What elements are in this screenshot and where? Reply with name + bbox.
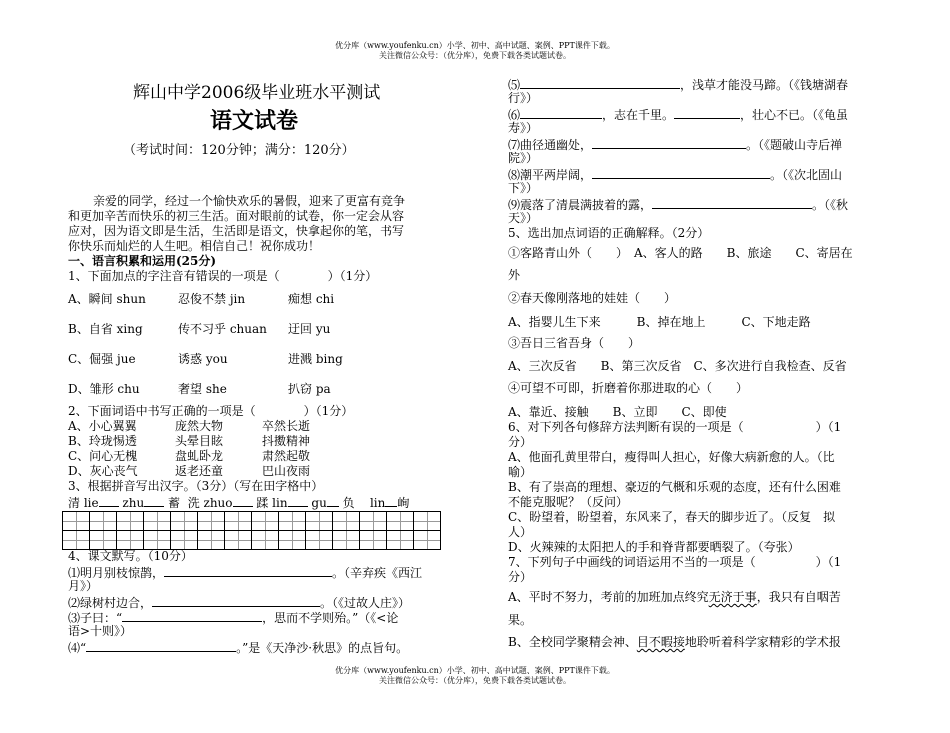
grid-cell[interactable] <box>306 512 333 531</box>
poem-source: 。（辛弃疾《西江 <box>332 566 423 580</box>
q4-item-1 <box>68 564 422 580</box>
poem-source: ，浅草才能没马蹄。（《钱塘湖春 <box>680 78 849 92</box>
grid-cell[interactable] <box>252 531 279 550</box>
q1-option-a-3: 痴想 chi <box>288 292 335 306</box>
q1-option-a-2: 忍俊不禁 jin <box>178 292 246 306</box>
grid-cell[interactable] <box>198 531 225 550</box>
q2-option-c-3: 肃然起敬 <box>262 449 311 463</box>
pinyin-item: 洗 zhuo <box>187 496 233 510</box>
blank[interactable] <box>327 494 339 507</box>
pinyin-item: 峋 <box>397 496 410 510</box>
school-title: 辉山中学2006级毕业班水平测试 <box>133 83 381 103</box>
q6-line: B、有了崇高的理想、豪迈的气概和乐观的态度，还有什么困难 <box>508 480 841 494</box>
q1-option-d: D、雏形 chu <box>68 382 140 396</box>
grid-cell[interactable] <box>387 512 414 531</box>
q4-item-8-cont: 下》） <box>508 181 539 195</box>
blank[interactable] <box>233 494 253 507</box>
q5-item-cont: 外 <box>508 268 521 282</box>
underlined-phrase: 无济于事 <box>708 590 757 604</box>
q5-item: ②春天像刚落地的娃娃（ ） <box>508 291 677 305</box>
poem-text: ⑻潮平两岸阔， <box>508 168 593 182</box>
q1-option-c: C、倔强 jue <box>68 352 136 366</box>
grid-cell[interactable] <box>144 512 171 531</box>
grid-row <box>63 531 441 550</box>
blank[interactable] <box>385 494 397 507</box>
option-text: A、平时不努力，考前的加班加点终究 <box>508 590 709 604</box>
grid-cell[interactable] <box>252 512 279 531</box>
grid-cell[interactable] <box>117 531 144 550</box>
answer-blank[interactable] <box>592 166 770 179</box>
q6-line: D、火辣辣的太阳把人的手和脊背都要晒裂了。（夸张） <box>508 540 800 554</box>
answer-blank[interactable] <box>122 609 262 622</box>
intro-line: 亲爱的同学，经过一个愉快欢乐的暑假，迎来了更富有竞争 <box>93 194 406 208</box>
q4-item-6-cont: 寿》） <box>508 121 539 135</box>
grid-cell[interactable] <box>225 531 252 550</box>
poem-source: ，壮心不已。（《龟虽 <box>740 108 849 122</box>
q6-line: 不能克服呢？（反问） <box>508 495 629 509</box>
q1-option-b-3: 迂回 yu <box>288 322 331 336</box>
grid-cell[interactable] <box>279 512 306 531</box>
poem-text: ⑵绿树村边合， <box>68 596 153 610</box>
tianzi-grid[interactable] <box>62 511 441 550</box>
q2-option-c-2: 盘虬卧龙 <box>175 449 224 463</box>
grid-cell[interactable] <box>333 531 360 550</box>
poem-source: ，思而不学则殆。”（《<论 <box>262 611 399 625</box>
intro-line: 应对，因为语文即是生活，生活即是语文，快拿起你的笔，书写 <box>68 224 405 238</box>
option-text: A、瞬间 shun <box>68 292 146 306</box>
blank[interactable] <box>144 494 164 507</box>
grid-cell[interactable] <box>414 531 441 550</box>
q1-option-d-3: 扒窃 pa <box>288 382 331 396</box>
section-heading: 一、语言积累和运用(25分) <box>68 254 217 268</box>
q7-option-b <box>508 635 841 649</box>
footer-line-1: 优分库（www.youfenku.cn）小学、初中、高中试题、案例、PPT课件下载。 <box>335 666 615 675</box>
poem-source: 。（《秋 <box>812 198 849 212</box>
grid-row <box>63 512 441 531</box>
q2-option-a: A、小心翼翼 <box>68 419 137 433</box>
poem-source: 。”是《天净沙·秋思》的点旨句。 <box>236 641 409 655</box>
poem-text: ⑹ <box>508 108 521 122</box>
q3-stem: 3、根据拼音写出汉字。（3分）（写在田字格中） <box>68 479 324 493</box>
poem-text: ⑺曲径通幽处， <box>508 138 593 152</box>
grid-cell[interactable] <box>333 512 360 531</box>
q3-pinyin-line <box>68 494 409 510</box>
grid-cell[interactable] <box>414 512 441 531</box>
blank[interactable] <box>288 494 308 507</box>
q7-option-a <box>508 590 841 604</box>
q1-option-a <box>68 292 146 306</box>
pinyin-item: 蓄 <box>168 496 181 510</box>
grid-cell[interactable] <box>225 512 252 531</box>
poem-source: 。（《次北固山 <box>770 168 843 182</box>
q4-item-3-cont: 语>十则》） <box>68 624 133 638</box>
q4-item-8 <box>508 166 842 182</box>
poem-source: 。（《题破山寺后禅 <box>746 138 843 152</box>
q6-line: C、盼望着，盼望着，东风来了，春天的脚步近了。（反复 拟 <box>508 510 836 524</box>
exam-info: （考试时间：120分钟；满分：120分） <box>123 143 355 158</box>
q4-item-5-cont: 行》） <box>508 91 539 105</box>
q6-line: 喻） <box>508 465 533 479</box>
blank[interactable] <box>99 494 119 507</box>
q1-stem: 1、下面加点的字注音有错误的一项是（ ）（1分） <box>68 269 378 283</box>
intro-line: 和更加辛苦而快乐的初三生活。面对眼前的试卷，你一定会从容 <box>68 209 405 223</box>
q6-line: 分） <box>508 435 533 449</box>
grid-cell[interactable] <box>63 512 90 531</box>
grid-cell[interactable] <box>306 531 333 550</box>
answer-blank[interactable] <box>592 136 746 149</box>
q1-option-c-2: 诱惑 you <box>178 352 228 366</box>
q2-option-a-2: 庞然大物 <box>175 419 224 433</box>
grid-cell[interactable] <box>90 512 117 531</box>
option-text: 地聆听着科学家精彩的学术报 <box>684 635 841 649</box>
q7-line: 分） <box>508 570 533 584</box>
q5-options: A、指婴儿生下来 B、掉在地上 C、下地走路 <box>508 315 811 329</box>
q5-item: ①客路青山外（ ） A、客人的路 B、旅途 C、寄居在 <box>508 246 853 260</box>
grid-cell[interactable] <box>198 512 225 531</box>
pinyin-item: 负 <box>342 496 355 510</box>
q5-options: A、靠近、接触 B、立即 C、即使 <box>508 405 727 419</box>
q1-option-c-3: 进溅 bing <box>288 352 343 366</box>
option-text: ，我只有自咽苦 <box>756 590 841 604</box>
q6-line: 6、对下列各句修辞方法判断有误的一项是（ ）（1 <box>508 420 842 434</box>
grid-cell[interactable] <box>171 531 198 550</box>
q4-item-5 <box>508 76 848 92</box>
q6-line: 人） <box>508 525 533 539</box>
q2-option-a-3: 卒然长逝 <box>262 419 311 433</box>
answer-blank[interactable] <box>164 564 332 577</box>
answer-blank[interactable] <box>674 106 740 119</box>
q2-option-d-2: 返老还童 <box>175 464 224 478</box>
grid-cell[interactable] <box>144 531 171 550</box>
q5-item: ④可望不可即，折磨着你那进取的心（ ） <box>508 381 749 395</box>
answer-blank[interactable] <box>520 106 602 119</box>
q2-option-d-3: 巴山夜雨 <box>262 464 311 478</box>
poem-text: ⑶子曰：“ <box>68 611 123 625</box>
answer-blank[interactable] <box>520 76 680 89</box>
header-line-2: 关注微信公众号：（优分库），免费下载各类试题试卷。 <box>379 51 571 60</box>
q5-item: ③吾日三省吾身（ ） <box>508 336 641 350</box>
pinyin-item: 清 lie <box>68 496 99 510</box>
pinyin-item: lin <box>369 496 386 510</box>
q1-option-b-2: 传不习乎 chuan <box>178 322 267 336</box>
q4-item-7 <box>508 136 842 152</box>
grid-cell[interactable] <box>117 512 144 531</box>
poem-text: ⑸ <box>508 78 521 92</box>
underlined-phrase: 目不暇接 <box>636 635 685 649</box>
q4-item-1-cont: 月》） <box>68 579 99 593</box>
q7-option-a-cont: 果。 <box>508 613 533 627</box>
grid-cell[interactable] <box>63 531 90 550</box>
q5-stem: 5、选出加点词语的正确解释。（2分） <box>508 226 710 240</box>
q4-item-9-cont: 天》） <box>508 211 539 225</box>
q2-stem: 2、下面词语中书写正确的一项是（ ）（1分） <box>68 404 354 418</box>
footer-line-2: 关注微信公众号：（优分库），免费下载各类试题试卷。 <box>379 676 571 685</box>
poem-text: ⑼震落了清晨满披着的露， <box>508 198 653 212</box>
q7-line: 7、下列句子中画线的词语运用不当的一项是（ ）（1 <box>508 555 842 569</box>
header-line-1: 优分库（www.youfenku.cn）小学、初中、高中试题、案例、PPT课件下载。 <box>335 41 615 50</box>
q4-item-4 <box>68 639 408 655</box>
q2-option-b: B、玲珑惕透 <box>68 434 137 448</box>
poem-source: 。（《过故人庄》） <box>320 596 411 610</box>
q4-stem: 4、课文默写。（10分） <box>68 549 193 563</box>
subject-title: 语文试卷 <box>210 108 299 134</box>
q2-option-b-2: 头晕目眩 <box>175 434 224 448</box>
pinyin-item: zhu <box>122 496 145 510</box>
q4-item-7-cont: 院》） <box>508 151 539 165</box>
q4-item-2 <box>68 594 410 610</box>
pinyin-item: gu <box>311 496 327 510</box>
option-text: B、全校同学聚精会神、 <box>508 635 637 649</box>
grid-cell[interactable] <box>360 531 387 550</box>
q2-option-b-3: 抖擞精神 <box>262 434 311 448</box>
poem-text: ⑴明月别枝惊鹊， <box>68 566 165 580</box>
grid-cell[interactable] <box>90 531 117 550</box>
answer-blank[interactable] <box>652 196 812 209</box>
pinyin-item: 蹂 lin <box>256 496 288 510</box>
q1-option-b: B、自省 xing <box>68 322 143 336</box>
q1-option-d-2: 奢望 she <box>178 382 227 396</box>
intro-line: 你快乐而灿烂的人生吧。相信自己！祝你成功！ <box>68 239 321 253</box>
grid-cell[interactable] <box>279 531 306 550</box>
q5-options: A、三次反省 B、第三次反省 C、多次进行自我检查、反省 <box>508 359 847 373</box>
grid-cell[interactable] <box>171 512 198 531</box>
poem-text: ，志在千里。 <box>602 108 675 122</box>
poem-text: ⑷“ <box>68 641 87 655</box>
q6-line: A、他面孔黄里带白，瘦得叫人担心，好像大病新愈的人。（比 <box>508 450 835 464</box>
q4-item-9 <box>508 196 848 212</box>
grid-cell[interactable] <box>360 512 387 531</box>
q2-option-c: C、问心无槐 <box>68 449 138 463</box>
q2-option-d: D、灰心丧气 <box>68 464 138 478</box>
q4-item-6 <box>508 106 848 122</box>
q4-item-3 <box>68 609 398 625</box>
answer-blank[interactable] <box>152 594 320 607</box>
grid-cell[interactable] <box>387 531 414 550</box>
answer-blank[interactable] <box>86 639 236 652</box>
